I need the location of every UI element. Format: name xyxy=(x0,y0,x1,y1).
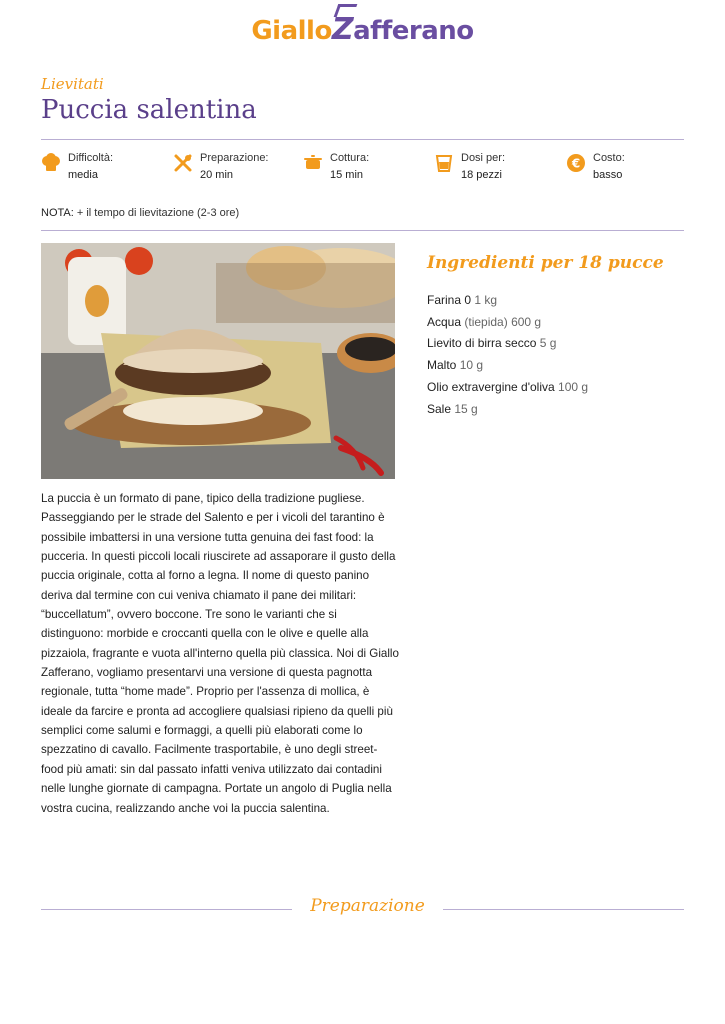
ingredient-name[interactable]: Malto xyxy=(427,358,457,373)
ingredient-name[interactable]: Acqua xyxy=(427,314,462,329)
ingredient-name[interactable]: Lievito di birra secco xyxy=(427,336,537,351)
ingredients-list xyxy=(427,290,588,420)
meta-servings xyxy=(434,151,564,191)
ingredient-item xyxy=(427,355,588,377)
meta-label: Cottura: xyxy=(330,152,370,164)
header-divider xyxy=(41,139,684,140)
ingredient-name[interactable]: Olio extravergine d'oliva xyxy=(427,379,555,394)
recipe-photo xyxy=(41,243,395,479)
pot-icon xyxy=(303,153,323,173)
ingredients-title: Ingredienti per 18 pucce xyxy=(427,253,664,273)
ingredient-item xyxy=(427,312,588,334)
euro-icon xyxy=(566,153,586,173)
ingredient-qty: 100 g xyxy=(558,379,589,394)
meta-divider xyxy=(41,230,684,231)
recipe-category[interactable]: Lievitati xyxy=(41,75,104,93)
logo-text-z: Z xyxy=(331,12,354,47)
meta-label: Difficoltà: xyxy=(68,152,114,164)
meta-value: basso xyxy=(593,169,623,181)
meta-value: 15 min xyxy=(330,169,364,181)
recipe-description: La puccia è un formato di pane, tipico della tradizione pugliese. Passeggiando per le strade del Salento e per i vicoli del tarantino è possibile imbattersi in una versione tutta genuina dei fast food: la pucceria. In questi piccoli locali riuscirete ad assaporare il gusto della puccia originale, cotta al forno a legna. Il nome di questo panino deriva dal termine con cui veniva chiamato il pane dei militari: “buccellatum”, ovvero boccone. Tre sono le varianti che si distinguono: morbide e croccanti quella con le olive e quelle alla pizzaiola, fragrante e vuota all'interno quella più classica. Noi di Giallo Zafferano, vogliamo presentarvi una versione di questa pagnotta regionale, tutta “home made”. Proprio per l'assenza di mollica, è ideale da farcire e pronta ad accogliere qualsiasi ripieno da quelli più semplici come salumi e formaggi, a quelli più elaborati come lo spezzatino di cavallo. Facilmente trasportabile, è uno degli street-food più amati: sin dal passato infatti veniva utilizzato dai contadini nelle lunghe giornate di campagna. Portate un angolo di Puglia nella vostra cucina, realizzando anche voi la puccia salentina. xyxy=(41,492,399,815)
ingredient-item xyxy=(427,290,588,312)
meta-label: Dosi per: xyxy=(461,152,506,164)
utensils-icon xyxy=(173,153,193,173)
ingredient-name[interactable]: Farina 0 xyxy=(427,293,472,307)
ingredient-qty: 10 g xyxy=(459,358,484,373)
ingredient-name[interactable]: Sale xyxy=(427,401,452,416)
meta-value: 18 pezzi xyxy=(461,169,502,181)
meta-cost xyxy=(566,151,696,191)
note-label: NOTA: xyxy=(41,207,74,219)
ingredient-qty: (tiepida) 600 g xyxy=(464,314,542,329)
preparation-divider-right xyxy=(443,909,684,910)
preparation-title: Preparazione xyxy=(310,896,425,916)
ingredient-item xyxy=(427,377,588,399)
meta-value: media xyxy=(68,169,98,181)
cup-icon xyxy=(434,153,454,173)
recipe-meta xyxy=(41,151,684,191)
meta-label: Preparazione: xyxy=(200,152,269,164)
meta-preparation xyxy=(173,151,303,191)
chef-hat-icon xyxy=(41,153,61,173)
note-text: + il tempo di lievitazione (2-3 ore) xyxy=(73,207,240,219)
site-logo[interactable] xyxy=(0,12,725,47)
svg-text:€: € xyxy=(571,156,581,171)
meta-cooking xyxy=(303,151,433,191)
puccia-image xyxy=(41,243,395,479)
meta-value: 20 min xyxy=(200,169,234,181)
ingredient-qty: 15 g xyxy=(454,401,478,416)
ingredient-item xyxy=(427,333,588,355)
ingredient-item xyxy=(427,399,588,421)
ingredient-qty: 5 g xyxy=(539,336,557,351)
preparation-divider-left xyxy=(41,909,292,910)
page-title: Puccia salentina xyxy=(41,95,257,125)
preparation-section-header xyxy=(0,896,725,924)
meta-label: Costo: xyxy=(593,152,625,164)
recipe-note xyxy=(41,207,239,219)
logo-text-afferano: afferano xyxy=(353,16,474,46)
meta-difficulty xyxy=(41,151,171,191)
logo-text-giallo: Giallo xyxy=(251,16,332,46)
ingredient-qty: 1 kg xyxy=(474,293,498,307)
